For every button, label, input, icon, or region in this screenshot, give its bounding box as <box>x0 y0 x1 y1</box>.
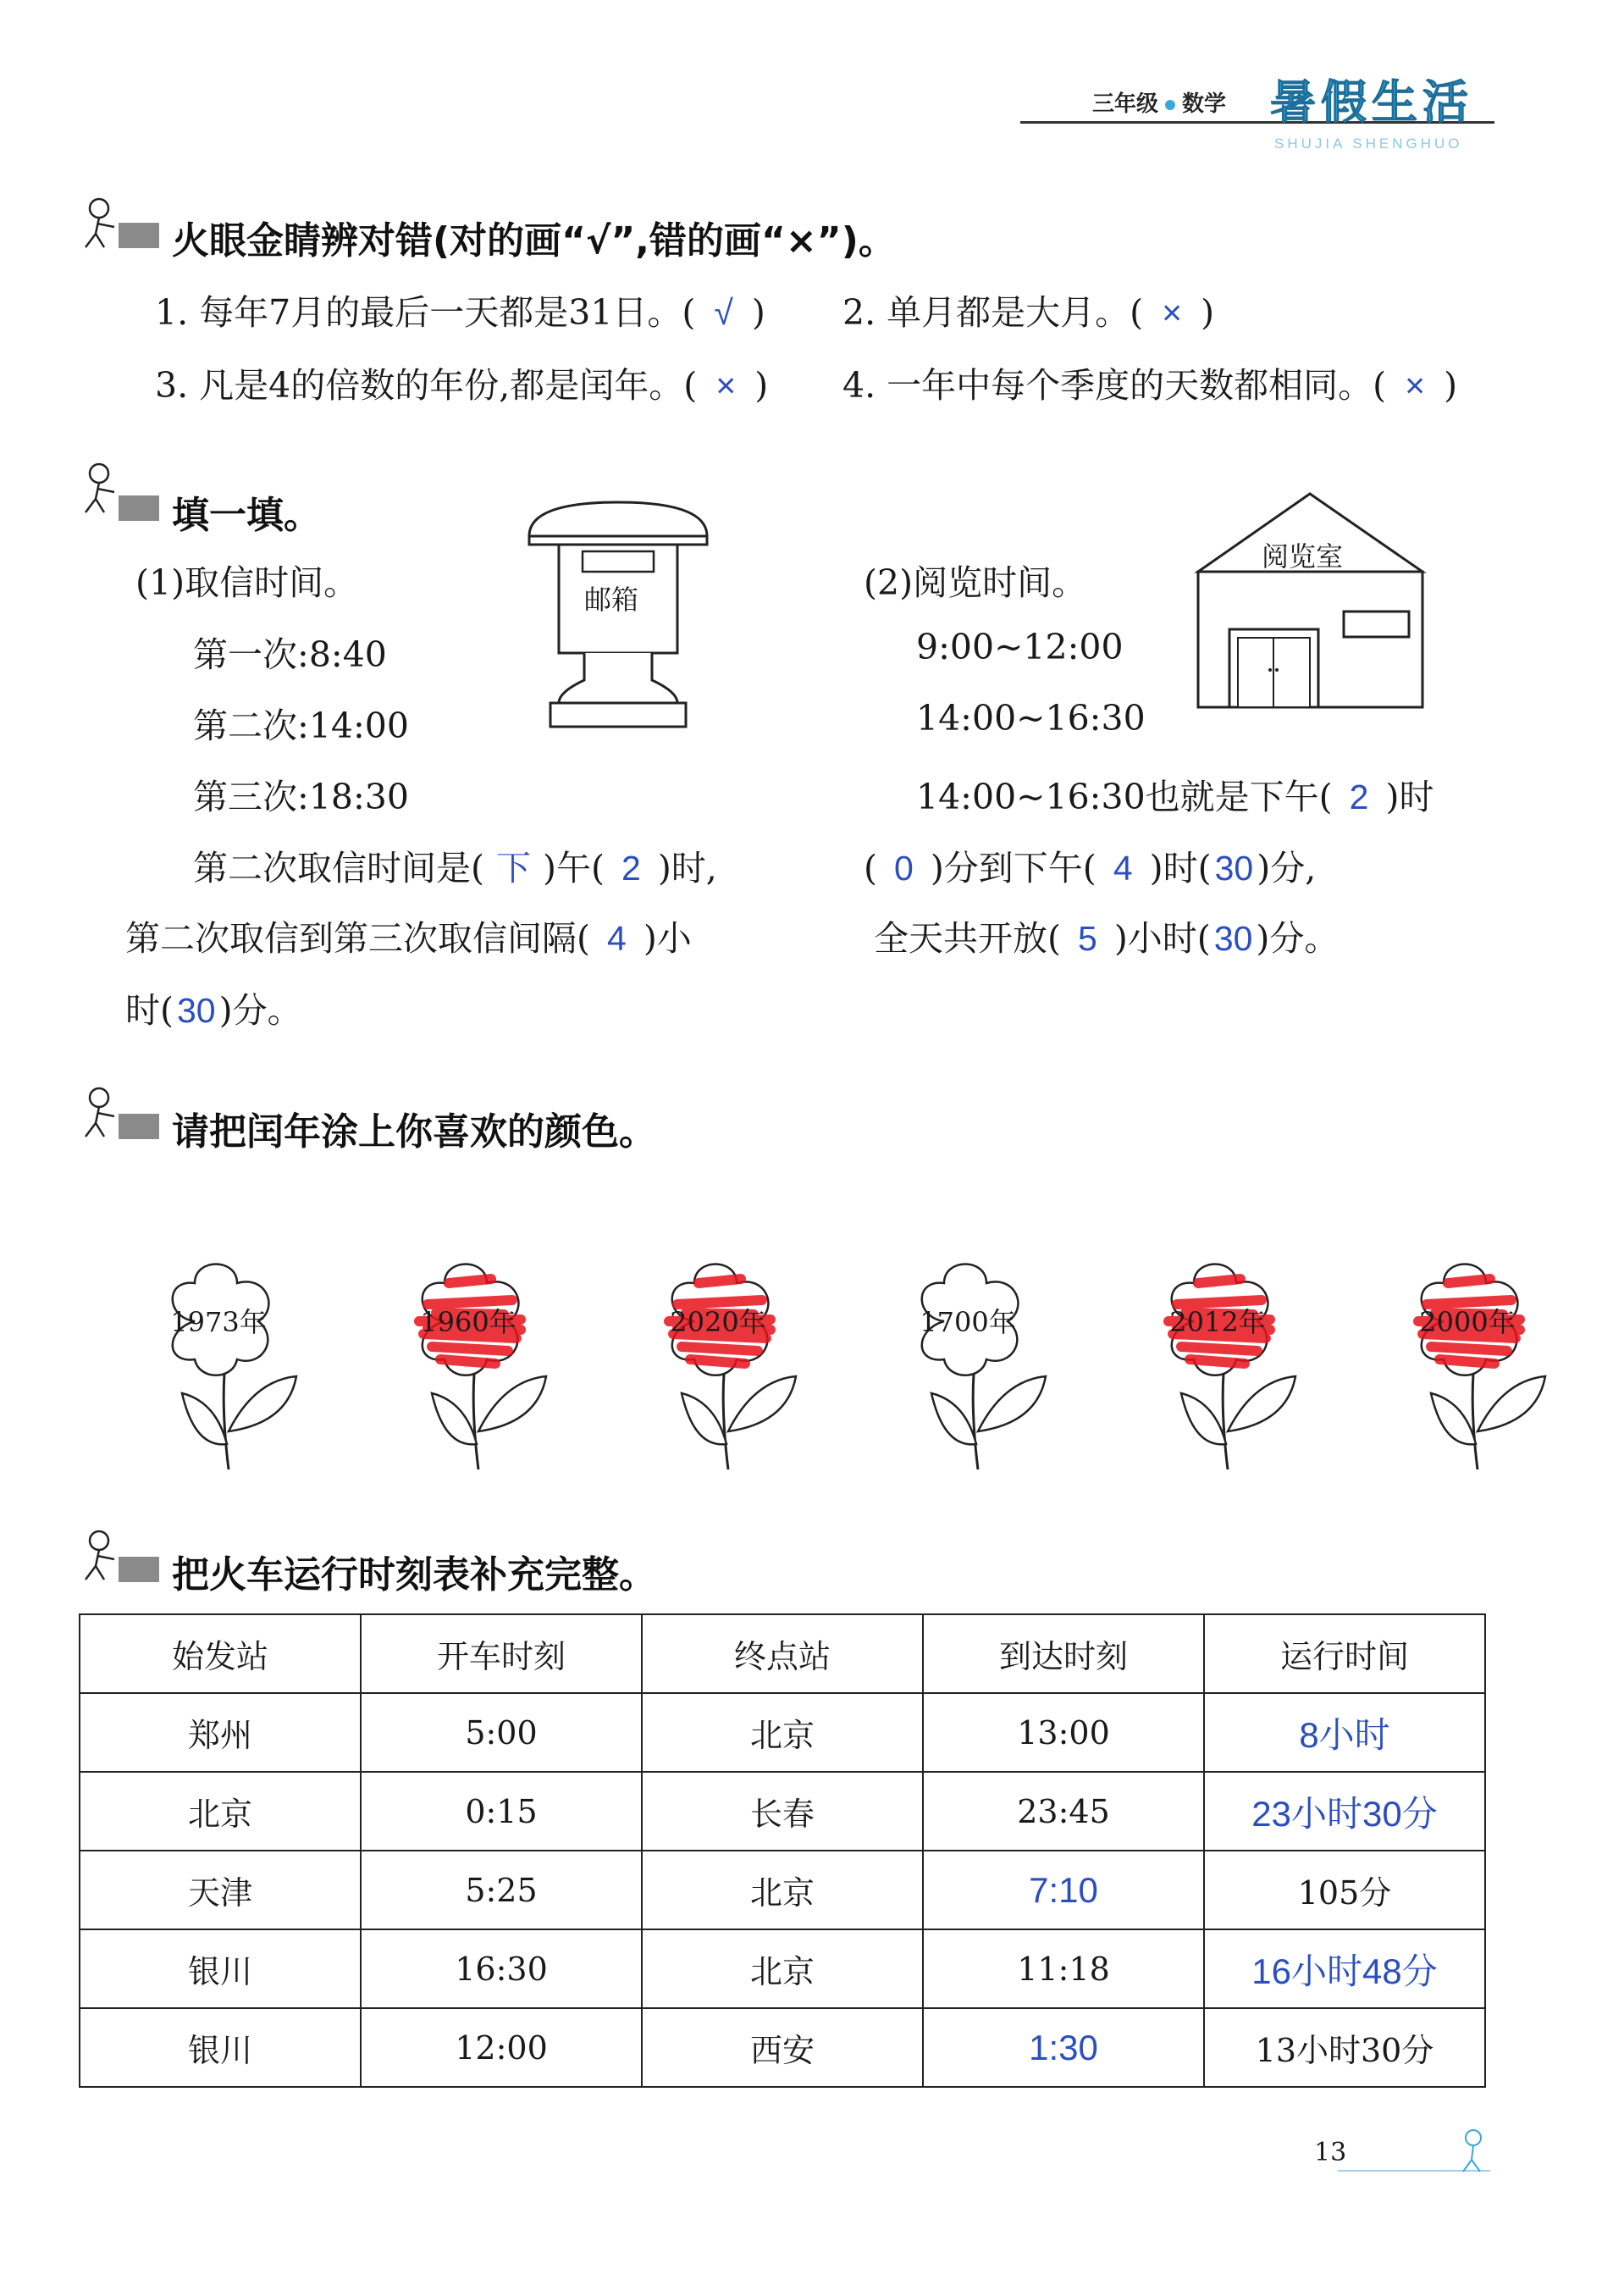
table-cell: 北京 <box>642 1693 923 1772</box>
flower-5 <box>1143 1253 1312 1474</box>
footer-mascot-icon <box>1455 2128 1497 2175</box>
part2-line-3: 全天共开放( 5 )小时(30)分。 <box>874 918 1340 959</box>
table-cell: 银川 <box>80 2008 361 2087</box>
part1-line-1: 第二次取信时间是( 下 )午( 2 )时, <box>193 848 717 888</box>
table-header: 开车时刻 <box>361 1614 642 1693</box>
table-cell: 西安 <box>642 2008 923 2087</box>
section1-title: 火眼金睛辨对错(对的画“√”,错的画“×”)。 <box>172 219 896 263</box>
part2-line-2: ( 0 )分到下午( 4 )时(30)分, <box>864 848 1317 888</box>
part2-title: (2)阅览时间。 <box>864 562 1087 603</box>
flower-1 <box>144 1253 313 1474</box>
brand-subtitle: SHUJIA SHENGHUO <box>1274 136 1463 152</box>
flower-6 <box>1393 1253 1562 1474</box>
table-cell: 北京 <box>642 1851 923 1929</box>
reading-time-1: 9:00~12:00 <box>916 627 1124 667</box>
grade-label: 三年级 <box>1092 91 1159 116</box>
table-answer-cell: 23小时30分 <box>1204 1772 1485 1851</box>
train-timetable <box>79 1613 1486 2088</box>
table-answer-cell: 1:30 <box>923 2008 1204 2087</box>
scribble-stroke <box>1439 1359 1494 1364</box>
section-marker <box>119 1557 159 1582</box>
section2-title: 填一填。 <box>172 494 321 537</box>
table-cell: 北京 <box>642 1929 923 2008</box>
tf-answer-4: × <box>1405 366 1426 405</box>
part1-title: (1)取信时间。 <box>135 562 359 603</box>
section4-title: 把火车运行时刻表补充完整。 <box>172 1553 656 1597</box>
scribble-stroke <box>1431 1347 1507 1351</box>
flower-3 <box>644 1253 813 1474</box>
flower-2 <box>394 1253 563 1474</box>
flower-year-label: 1973年 <box>170 1306 267 1338</box>
mailbox-label: 邮箱 <box>584 584 639 616</box>
table-answer-cell: 16小时48分 <box>1204 1929 1485 2008</box>
table-cell: 12:00 <box>361 2008 642 2087</box>
answer-hour: 2 <box>621 849 641 888</box>
flower-4 <box>893 1253 1063 1474</box>
scribble-stroke <box>1448 1279 1490 1283</box>
table-cell: 银川 <box>80 1929 361 2008</box>
table-row <box>80 1693 1485 1772</box>
flower-year-label: 1960年 <box>420 1306 516 1338</box>
subject-label: 数学 <box>1182 91 1227 116</box>
pickup-time-3: 第三次:18:30 <box>193 777 409 817</box>
scribble-stroke <box>1190 1359 1245 1364</box>
table-header: 到达时刻 <box>923 1614 1204 1693</box>
table-cell: 13小时30分 <box>1204 2008 1485 2087</box>
scribble-stroke <box>428 1300 512 1304</box>
tf-answer-2: × <box>1162 293 1183 332</box>
header-grade-subject <box>1092 86 1226 118</box>
section-marker <box>119 495 159 521</box>
answer-total-hours: 5 <box>1078 919 1097 958</box>
answer-afternoon: 下 <box>496 849 531 888</box>
flower-row <box>144 1253 1566 1474</box>
table-cell: 11:18 <box>923 1929 1204 2008</box>
table-cell: 天津 <box>80 1851 361 1929</box>
mascot-icon <box>80 462 123 516</box>
table-cell: 105分 <box>1204 1851 1485 1929</box>
section-marker <box>119 1114 159 1139</box>
part2-line-1: 14:00~16:30也就是下午( 2 )时 <box>916 777 1434 817</box>
section-marker <box>119 223 159 248</box>
scribble-stroke <box>1427 1300 1511 1304</box>
scribble-stroke <box>440 1359 495 1364</box>
scribble-stroke <box>1177 1300 1262 1304</box>
pickup-time-1: 第一次:8:40 <box>193 634 387 675</box>
table-row <box>80 1772 1485 1851</box>
flower-year-label: 2012年 <box>1169 1306 1266 1338</box>
flower-year-label: 1700年 <box>920 1306 1016 1338</box>
answer-total-minutes: 30 <box>1213 919 1253 958</box>
answer-interval-hours: 4 <box>607 919 627 958</box>
table-row <box>80 1851 1485 1929</box>
table-row <box>80 2008 1485 2087</box>
answer-end-minute: 30 <box>1214 849 1254 888</box>
table-cell: 北京 <box>80 1772 361 1851</box>
answer-interval-minutes: 30 <box>177 991 216 1030</box>
bullet-dot-icon <box>1165 100 1175 110</box>
scribble-stroke <box>432 1347 508 1351</box>
tf-item-1: 1. 每年7月的最后一天都是31日。( √ ) <box>155 292 765 333</box>
table-header: 运行时间 <box>1204 1614 1485 1693</box>
scribble-stroke <box>682 1347 758 1351</box>
brand-logo: 暑假生活 <box>1270 75 1473 129</box>
section3-title: 请把闰年涂上你喜欢的颜色。 <box>172 1110 656 1154</box>
tf-item-4: 4. 一年中每个季度的天数都相同。( × ) <box>842 365 1458 406</box>
scribble-stroke <box>690 1359 745 1364</box>
answer-start-hour: 2 <box>1349 778 1369 816</box>
part1-line-3: 时(30)分。 <box>125 990 302 1031</box>
table-cell: 0:15 <box>361 1772 642 1851</box>
table-header: 始发站 <box>80 1614 361 1693</box>
mascot-icon <box>80 1086 123 1140</box>
table-cell: 郑州 <box>80 1693 361 1772</box>
table-cell: 13:00 <box>923 1693 1204 1772</box>
scribble-stroke <box>699 1279 741 1283</box>
scribble-stroke <box>677 1300 762 1304</box>
table-cell: 16:30 <box>361 1929 642 2008</box>
table-header-row <box>80 1614 1485 1693</box>
answer-end-hour: 4 <box>1113 849 1133 888</box>
pickup-time-2: 第二次:14:00 <box>193 706 409 746</box>
table-cell: 长春 <box>642 1772 923 1851</box>
flower-year-label: 2000年 <box>1419 1306 1516 1338</box>
answer-start-minute: 0 <box>894 849 914 888</box>
tf-answer-3: × <box>715 366 737 405</box>
scribble-stroke <box>449 1279 491 1283</box>
scribble-stroke <box>1198 1279 1240 1283</box>
mascot-icon <box>80 1529 123 1583</box>
table-cell: 5:25 <box>361 1851 642 1929</box>
tf-answer-1: √ <box>714 293 733 332</box>
table-header: 终点站 <box>642 1614 923 1693</box>
page-number: 13 <box>1314 2138 1347 2167</box>
table-answer-cell: 8小时 <box>1204 1693 1485 1772</box>
tf-item-2: 2. 单月都是大月。( × ) <box>842 292 1215 333</box>
table-answer-cell: 7:10 <box>923 1851 1204 1929</box>
mascot-icon <box>80 196 123 251</box>
table-cell: 23:45 <box>923 1772 1204 1851</box>
scribble-stroke <box>1181 1347 1257 1351</box>
flower-year-label: 2020年 <box>670 1306 766 1338</box>
table-cell: 5:00 <box>361 1693 642 1772</box>
reading-room-building <box>1194 487 1427 711</box>
reading-time-2: 14:00~16:30 <box>916 698 1146 739</box>
table-row <box>80 1929 1485 2008</box>
part1-line-2: 第二次取信到第三次取信间隔( 4 )小 <box>125 918 692 959</box>
tf-item-3: 3. 凡是4的倍数的年份,都是闰年。( × ) <box>155 365 769 406</box>
reading-room-label: 阅览室 <box>1262 540 1344 573</box>
